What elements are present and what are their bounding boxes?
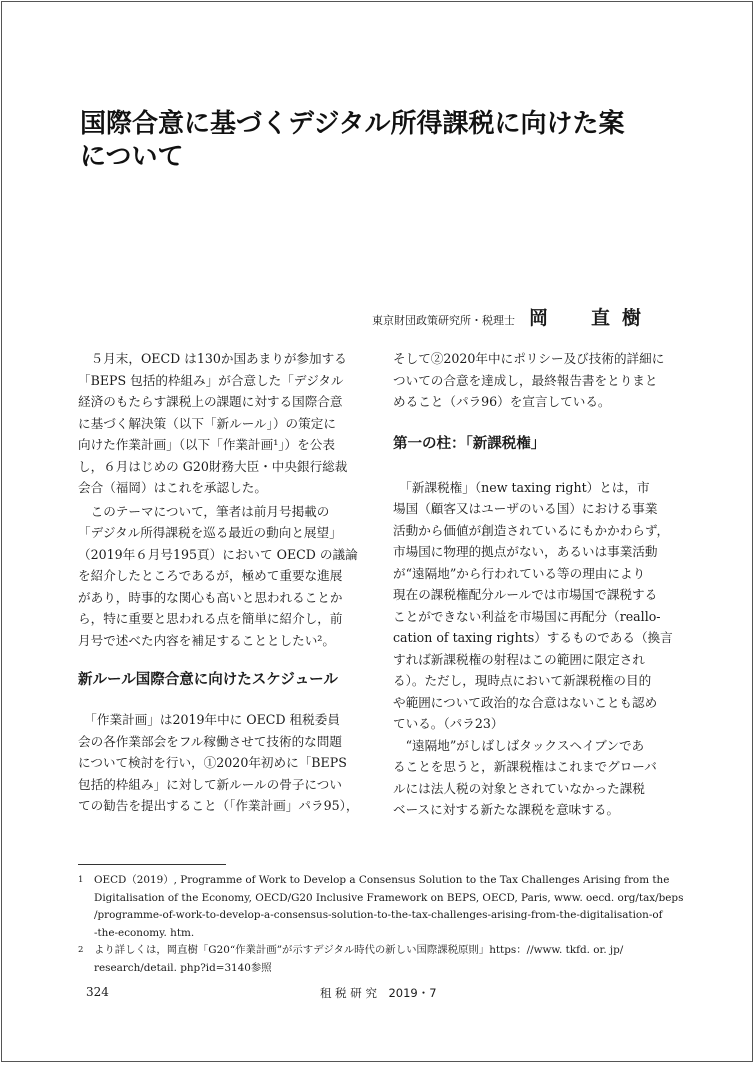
text-line: ついての合意を達成し，最終報告書をとりまと	[393, 372, 658, 388]
text-line: このテーマについて，筆者は前月号掲載の	[78, 503, 330, 519]
text-line: -the-economy. htm.	[94, 926, 195, 939]
text-line: 「新課税権」（new taxing right）とは，市	[393, 479, 650, 495]
text-line: について検討を行い，①2020年初めに「BEPS	[78, 755, 347, 770]
text-line: ることを思うと，新課税権はこれまでグローバ	[393, 759, 657, 774]
text-line: ベースに対する新たな課税を意味する。	[393, 802, 620, 817]
journal-folio: 租 税 研 究 2019・7	[320, 986, 437, 1000]
text-line: 市場国に物理的拠点がない，あるいは事業活動	[393, 544, 658, 559]
text-line: 月号で述べた内容を補足することとしたい²。	[78, 632, 335, 648]
title-line: について	[80, 142, 184, 172]
text-line: Digitalisation of the Economy, OECD/G20 Inclusive Framework on BEPS, OECD, Paris, www. oecd. org/tax/beps	[94, 891, 684, 904]
text-line: る）。ただし，現時点において新課税権の目的	[393, 673, 652, 688]
text-line: めること（パラ96）を宣言している。	[393, 394, 611, 409]
text-line: を紹介したところであるが，極めて重要な進展	[78, 568, 343, 583]
left-column	[78, 348, 361, 817]
byline	[372, 303, 653, 330]
text-line: 「デジタル所得課税を巡る最近の動向と展望」	[78, 525, 342, 540]
text-line: が“遠隔地”から行われている等の理由により	[393, 565, 646, 581]
text-line: 向けた作業計画」（以下「作業計画¹」）を公表	[78, 437, 335, 452]
author-affiliation: 東京財団政策研究所・税理士	[372, 314, 515, 327]
footnotes	[78, 872, 684, 977]
paragraph	[393, 348, 676, 413]
text-line: cation of taxing rights）するものである（換言	[393, 630, 673, 645]
text-line: /programme-of-work-to-develop-a-consensus-solution-to-the-tax-challenges-arising-from-the-digitalisation-of	[94, 909, 663, 921]
text-line: 場国（顧客又はユーザのいる国）における事業	[393, 501, 658, 516]
footnote-1	[78, 872, 684, 942]
text-line: ことができない利益を市場国に再配分（reallo-	[393, 608, 661, 624]
text-line: ルには法人税の対象とされていなかった課税	[393, 780, 645, 796]
paragraph	[393, 477, 676, 735]
footnote-body	[94, 872, 683, 942]
text-line: そして②2020年中にポリシー及び技術的詳細に	[393, 351, 665, 366]
text-line: 「BEPS 包括的枠組み」が合意した「デジタル	[78, 372, 344, 388]
paragraph	[78, 709, 361, 817]
text-line: 会合（福岡）はこれを承認した。	[78, 480, 267, 495]
text-line: 会の各作業部会をフル稼働させて技術的な問題	[78, 733, 342, 749]
footnote-number: 2	[78, 945, 84, 955]
text-line: に基づく解決策（以下「新ルール」）の策定に	[78, 415, 336, 431]
author-name: 岡 直樹	[529, 307, 654, 329]
paragraph	[78, 501, 361, 652]
text-line: し，６月はじめの G20財務大臣・中央銀行総裁	[78, 458, 348, 474]
section-heading: 第一の柱：「新課税権」	[393, 435, 546, 452]
text-line: 経済のもたらす課税上の課題に対する国際合意	[78, 394, 343, 409]
text-line: 包括的枠組み」に対して新ルールの骨子につい	[78, 776, 342, 792]
section-heading: 新ルール国際合意に向けたスケジュール	[78, 672, 338, 688]
text-line: すれば新課税権の射程はこの範囲に限定され	[393, 651, 645, 667]
text-line: “遠隔地”がしばしばタックスヘイブンであ	[393, 737, 645, 753]
footnote-body	[94, 942, 623, 977]
footnote-2	[78, 942, 678, 977]
text-line: ている。（パラ23）	[393, 716, 504, 731]
text-line: ５月末，OECD は130か国あまりが参加する	[78, 351, 347, 366]
paragraph	[393, 735, 676, 821]
text-line: research/detail. php?id=3140参照	[94, 961, 272, 974]
text-line: ての勧告を提出すること（「作業計画」パラ95），	[78, 798, 359, 813]
text-line: や範囲について政治的な合意はないことも認め	[393, 694, 658, 710]
text-line: 「作業計画」は2019年中に OECD 租税委員	[78, 712, 340, 727]
text-line: より詳しくは，岡直樹「G20“作業計画”が示すデジタル時代の新しい国際課税原則」https：//www. tkfd. or. jp/	[94, 944, 624, 956]
text-line: があり，時事的な関心も高いと思われることか	[78, 589, 343, 605]
footnote-divider	[78, 864, 226, 865]
text-line: OECD（2019）, Programme of Work to Develop a Consensus Solution to the Tax Challenges Arising from the	[94, 874, 670, 886]
text-line: （2019年６月号195頁）において OECD の議論	[78, 546, 358, 562]
text-line: ら，特に重要と思われる点を簡単に紹介し，前	[78, 611, 343, 626]
footnote-number: 1	[78, 875, 84, 885]
right-column	[393, 348, 676, 821]
text-line: 活動から価値が創造されているにもかかわらず，	[393, 522, 670, 538]
text-line: 現在の課税権配分ルールでは市場国で課税する	[393, 587, 658, 602]
page-number: 324	[86, 985, 109, 999]
title-line: 国際合意に基づくデジタル所得課税に向けた案	[80, 109, 625, 139]
article-title	[80, 108, 700, 174]
paragraph	[78, 348, 361, 499]
